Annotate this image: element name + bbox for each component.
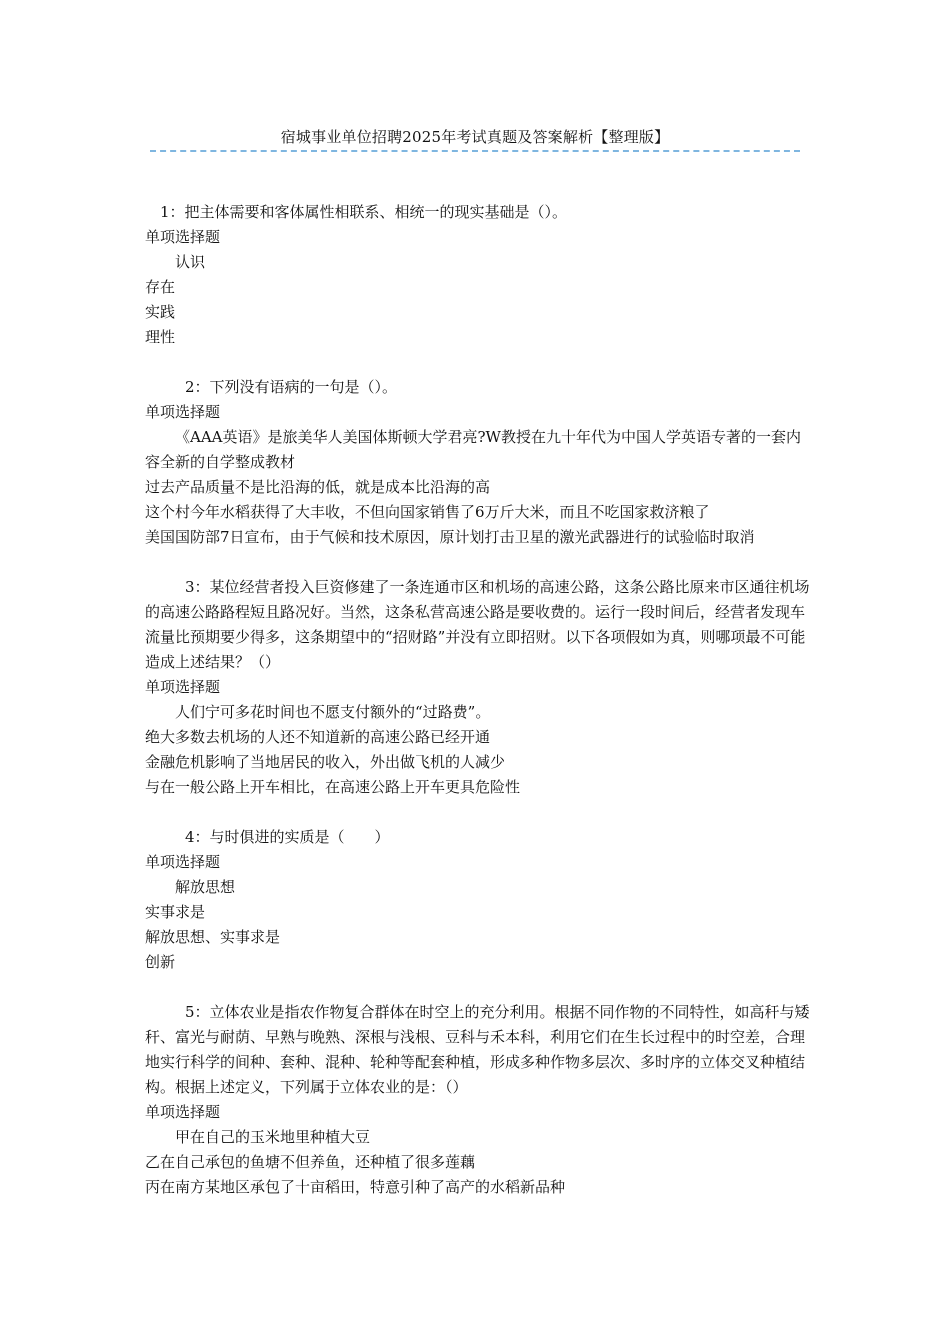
option: 解放思想 [175, 878, 236, 896]
option: 《AAA英语》是旅美华人美国体斯顿大学君亮?W教授在九十年代为中国人学英语专著的一套内容全新的自学整成教材 [145, 428, 801, 471]
question-1 [145, 200, 810, 350]
question-type: 单项选择题 [145, 1103, 221, 1121]
question-stem: 1：把主体需要和客体属性相联系、相统一的现实基础是（）。 [160, 203, 568, 221]
option: 美国国防部7日宣布，由于气候和技术原因，原计划打击卫星的激光武器进行的试验临时取消 [145, 528, 755, 546]
question-stem: 3：某位经营者投入巨资修建了一条连通市区和机场的高速公路，这条公路比原来市区通往机场的高速公路路程短且路况好。当然，这条私营高速公路是要收费的。运行一段时间后，经营者发现车流量比预期要少得多，这条期望中的“招财路”并没有立即招财。以下各项假如为真，则哪项最不可能造成上述结果？（） [145, 578, 810, 671]
question-4 [145, 825, 810, 975]
option: 过去产品质量不是比沿海的低，就是成本比沿海的高 [145, 478, 491, 496]
page-title: 宿城事业单位招聘2025年考试真题及答案解析【整理版】 [280, 128, 670, 146]
question-list [145, 200, 810, 1225]
question-2 [145, 375, 810, 550]
question-type: 单项选择题 [145, 228, 221, 246]
option: 甲在自己的玉米地里种植大豆 [175, 1128, 371, 1146]
option: 人们宁可多花时间也不愿支付额外的“过路费”。 [175, 703, 491, 721]
question-type: 单项选择题 [145, 853, 221, 871]
option: 理性 [145, 328, 176, 346]
question-5 [145, 1000, 810, 1200]
option: 认识 [175, 253, 206, 271]
question-stem: 2：下列没有语病的一句是（）。 [185, 378, 398, 396]
option: 与在一般公路上开车相比，在高速公路上开车更具危险性 [145, 778, 521, 796]
option: 乙在自己承包的鱼塘不但养鱼，还种植了很多莲藕 [145, 1153, 476, 1171]
question-type: 单项选择题 [145, 678, 221, 696]
option: 这个村今年水稻获得了大丰收，不但向国家销售了6万斤大米，而且不吃国家救济粮了 [145, 503, 710, 521]
option: 存在 [145, 278, 176, 296]
option: 创新 [145, 953, 176, 971]
option: 解放思想、实事求是 [145, 928, 281, 946]
option: 金融危机影响了当地居民的收入，外出做飞机的人减少 [145, 753, 506, 771]
question-type: 单项选择题 [145, 403, 221, 421]
option: 实践 [145, 303, 176, 321]
option: 绝大多数去机场的人还不知道新的高速公路已经开通 [145, 728, 491, 746]
question-stem: 5：立体农业是指农作物复合群体在时空上的充分利用。根据不同作物的不同特性，如高秆与矮秆、富光与耐荫、早熟与晚熟、深根与浅根、豆科与禾本科，利用它们在生长过程中的时空差，合理地实行科学的间种、套种、混种、轮种等配套种植，形成多种作物多层次、多时序的立体交叉种植结构。根据上述定义，下列属于立体农业的是：（） [145, 1003, 810, 1096]
option: 丙在南方某地区承包了十亩稻田，特意引种了高产的水稻新品种 [145, 1178, 566, 1196]
question-3 [145, 575, 810, 800]
question-stem: 4：与时俱进的实质是（ ） [185, 828, 390, 846]
title-divider [150, 150, 800, 152]
option: 实事求是 [145, 903, 206, 921]
